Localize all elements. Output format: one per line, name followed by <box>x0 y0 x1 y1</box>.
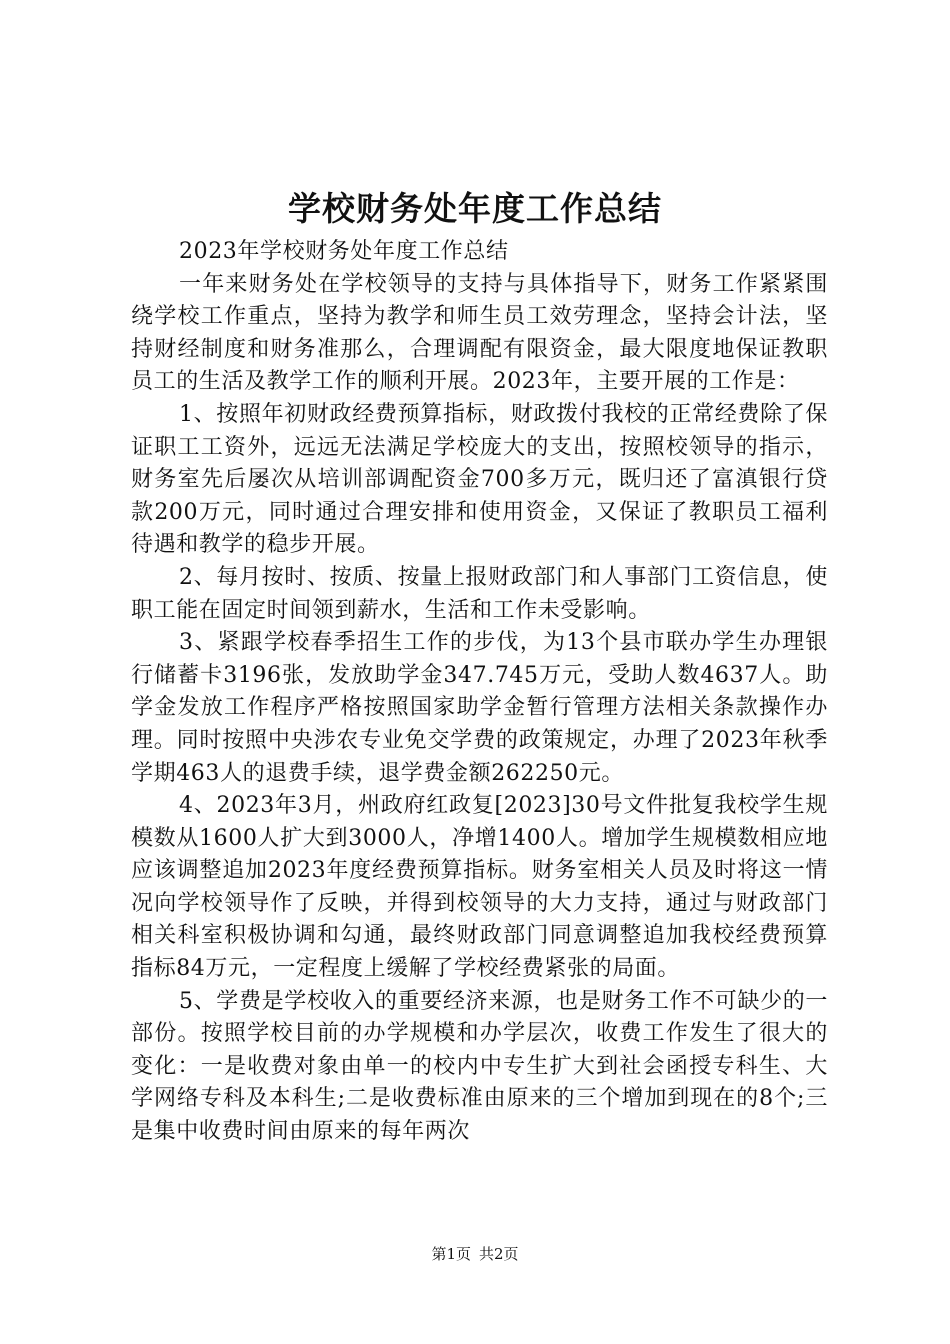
item-4-paragraph: 4、2023年3月，州政府红政复[2023]30号文件批复我校学生规模数从1600人扩大到3000人，净增1400人。增加学生规模数相应地应该调整追加2023年度经费预算指标。财务室相关人员及时将这一情况向学校领导作了反映，并得到校领导的大力支持，通过与财政部门相关科室积极协调和勾通，最终财政部门同意调整追加我校经费预算指标84万元，一定程度上缓解了学校经费紧张的局面。 <box>131 793 828 982</box>
item-1-paragraph: 1、按照年初财政经费预算指标，财政拨付我校的正常经费除了保证职工工资外，远远无法满足学校庞大的支出，按照校领导的指示，财务室先后屡次从培训部调配资金700多万元，既归还了富滇银行贷款200万元，同时通过合理安排和使用资金，又保证了教职员工福利待遇和教学的稳步开展。 <box>131 401 828 558</box>
item-5-paragraph: 5、学费是学校收入的重要经济来源，也是财务工作不可缺少的一部份。按照学校目前的办学规模和办学层次，收费工作发生了很大的变化：一是收费对象由单一的校内中专生扩大到社会函授专科生、大学网络专科及本科生;二是收费标准由原来的三个增加到现在的8个;三是集中收费时间由原来的每年两次 <box>131 988 828 1145</box>
item-2-paragraph: 2、每月按时、按质、按量上报财政部门和人事部门工资信息，使职工能在固定时间领到薪水，生活和工作未受影响。 <box>131 564 828 623</box>
document-body <box>131 236 828 1186</box>
subtitle-paragraph: 2023年学校财务处年度工作总结 <box>179 239 509 264</box>
page-total: 共2页 <box>479 1245 519 1263</box>
page-footer <box>0 1243 950 1264</box>
page-number: 第1页 <box>431 1245 471 1263</box>
item-3-paragraph: 3、紧跟学校春季招生工作的步伐，为13个县市联办学生办理银行储蓄卡3196张，发放助学金347.745万元，受助人数4637人。助学金发放工作程序严格按照国家助学金暂行管理方法相关条款操作办理。同时按照中央涉农专业免交学费的政策规定，办理了2023年秋季学期463人的退费手续，退学费金额262250元。 <box>131 630 828 786</box>
document-title: 学校财务处年度工作总结 <box>288 189 662 228</box>
intro-paragraph: 一年来财务处在学校领导的支持与具体指导下，财务工作紧紧围绕学校工作重点，坚持为教学和师生员工效劳理念，坚持会计法，坚持财经制度和财务准那么，合理调配有限资金，最大限度地保证教职员工的生活及教学工作的顺利开展。2023年，主要开展的工作是： <box>131 271 828 395</box>
